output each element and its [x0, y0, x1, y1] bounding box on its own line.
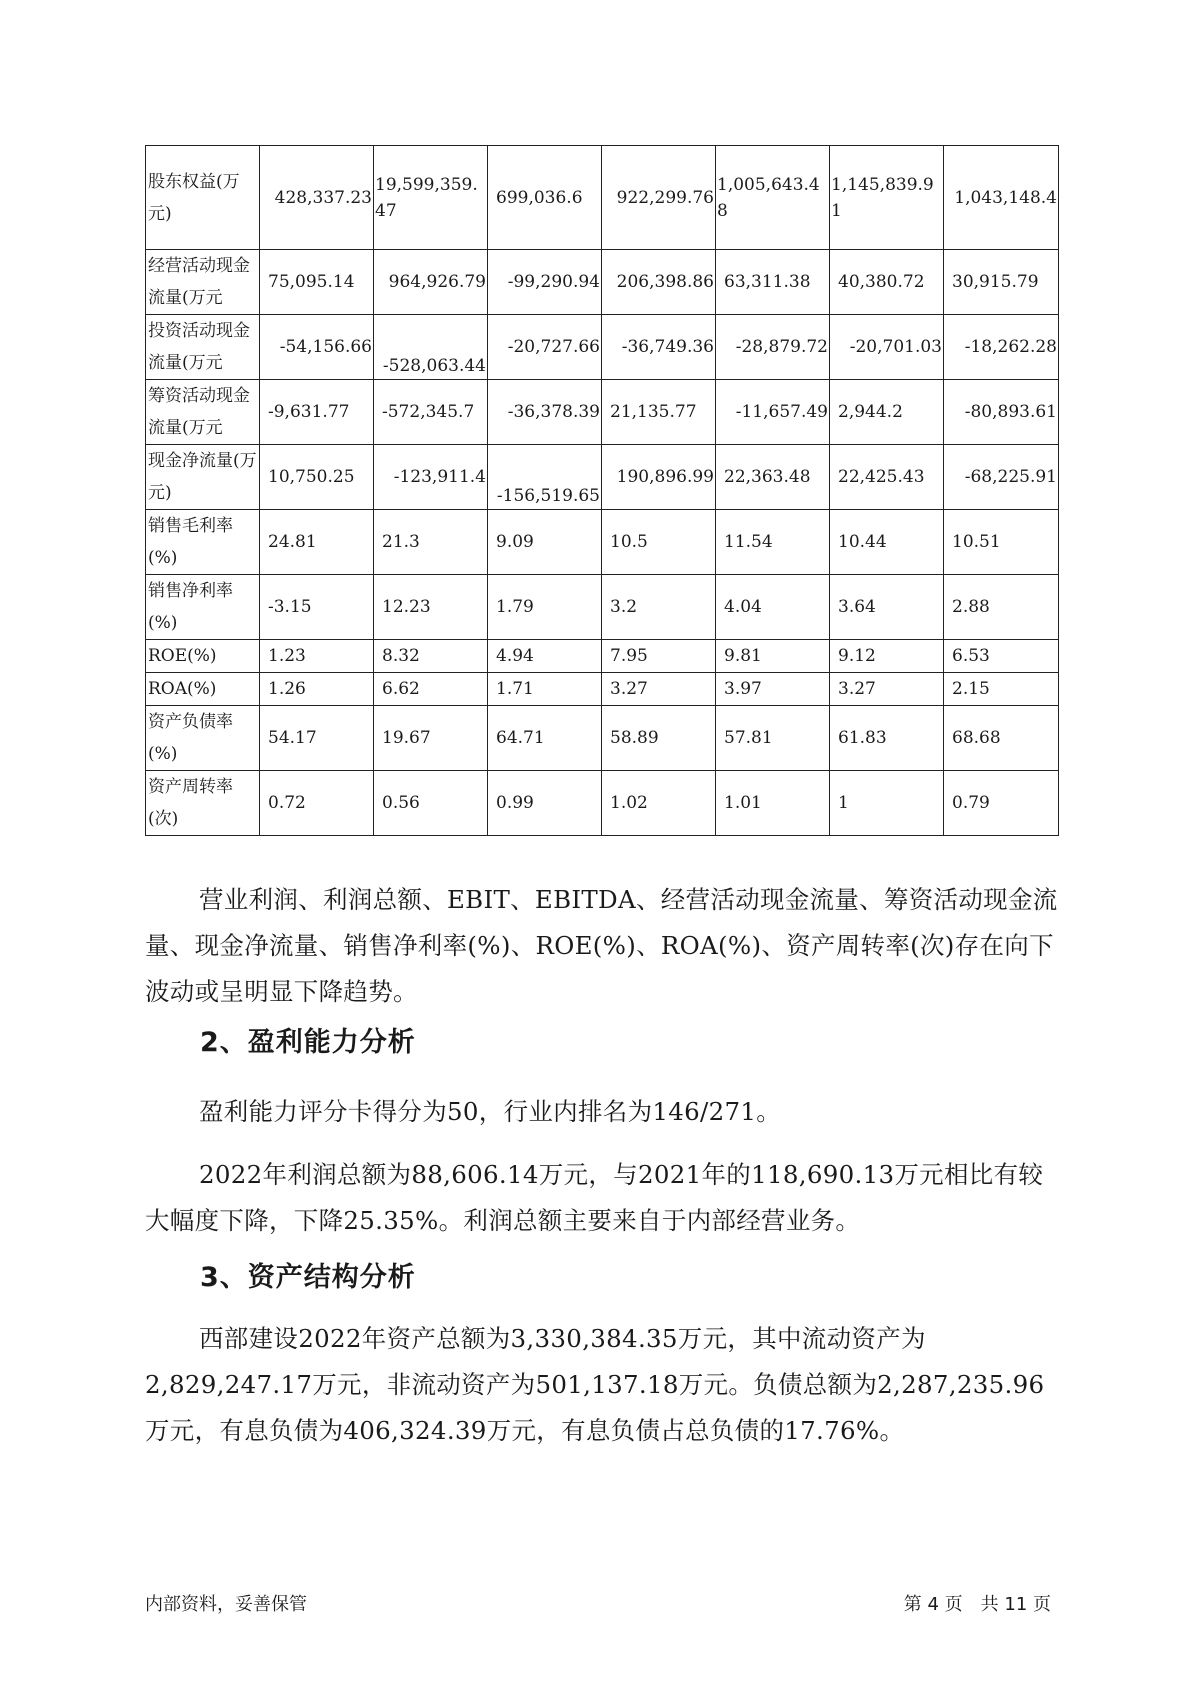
table-cell: 22,363.48: [716, 445, 830, 510]
table-row: [146, 673, 1059, 706]
table-cell: 3.97: [716, 673, 830, 706]
table-cell: 1,145,839.91: [830, 146, 944, 250]
table-cell: 964,926.79: [374, 250, 488, 315]
table-cell: 19.67: [374, 706, 488, 771]
table-cell: 40,380.72: [830, 250, 944, 315]
table-cell: 9.09: [488, 510, 602, 575]
table-row: [146, 445, 1059, 510]
table-cell: 0.79: [944, 771, 1059, 836]
row-label: 筹资活动现金流量(万元: [146, 380, 260, 445]
table-cell: 9.81: [716, 640, 830, 673]
table-cell: 428,337.23: [260, 146, 374, 250]
row-label: 资产负债率(%): [146, 706, 260, 771]
table-cell: 24.81: [260, 510, 374, 575]
table-cell: 19,599,359.47: [374, 146, 488, 250]
table-cell: 6.53: [944, 640, 1059, 673]
asset-structure-text: 西部建设2022年资产总额为3,330,384.35万元，其中流动资产为2,829,247.17万元，非流动资产为501,137.18万元。负债总额为2,287,235.96万元，有息负债为406,324.39万元，有息负债占总负债的17.76%。: [145, 1324, 1045, 1445]
table-cell: 54.17: [260, 706, 374, 771]
table-cell: 1,043,148.4: [944, 146, 1059, 250]
table-cell: -18,262.28: [944, 315, 1059, 380]
table-cell: 1: [830, 771, 944, 836]
table-cell: 64.71: [488, 706, 602, 771]
table-cell: 0.72: [260, 771, 374, 836]
table-cell: -11,657.49: [716, 380, 830, 445]
table-row: [146, 706, 1059, 771]
table-cell: 6.62: [374, 673, 488, 706]
section-heading-asset-structure: 3、资产结构分析: [200, 1262, 416, 1293]
table-cell: -123,911.4: [374, 445, 488, 510]
profit-total-text: 2022年利润总额为88,606.14万元，与2021年的118,690.13万元相比有较大幅度下降，下降25.35%。利润总额主要来自于内部经营业务。: [145, 1160, 1044, 1235]
trend-text: 营业利润、利润总额、EBIT、EBITDA、经营活动现金流量、筹资活动现金流量、现金净流量、销售净利率(%)、ROE(%)、ROA(%)、资产周转率(次)存在向下波动或呈明显下降趋势。: [145, 885, 1058, 1006]
table-cell: 8.32: [374, 640, 488, 673]
table-cell: -80,893.61: [944, 380, 1059, 445]
table-cell: -36,378.39: [488, 380, 602, 445]
table-cell: 63,311.38: [716, 250, 830, 315]
profit-score-text: 盈利能力评分卡得分为50，行业内排名为146/271。: [199, 1097, 782, 1126]
row-label: 股东权益(万元): [146, 146, 260, 250]
table-cell: 10.44: [830, 510, 944, 575]
table-row: [146, 771, 1059, 836]
profit-score-paragraph: [145, 1089, 1060, 1135]
table-cell: 75,095.14: [260, 250, 374, 315]
table-cell: -156,519.65: [488, 445, 602, 510]
table-cell: 0.56: [374, 771, 488, 836]
table-cell: 22,425.43: [830, 445, 944, 510]
table-cell: 68.68: [944, 706, 1059, 771]
table-row: [146, 250, 1059, 315]
footer-page-number: 第 4 页 共 11 页: [903, 1594, 1051, 1615]
table-cell: -9,631.77: [260, 380, 374, 445]
row-label: 现金净流量(万元): [146, 445, 260, 510]
row-label: 销售净利率(%): [146, 575, 260, 640]
table-cell: 1.23: [260, 640, 374, 673]
table-cell: 21.3: [374, 510, 488, 575]
table-cell: -68,225.91: [944, 445, 1059, 510]
financial-table: [145, 145, 1059, 836]
row-label: ROE(%): [146, 640, 260, 673]
table-cell: 2,944.2: [830, 380, 944, 445]
table-row: [146, 575, 1059, 640]
row-label: 投资活动现金流量(万元: [146, 315, 260, 380]
row-label: 经营活动现金流量(万元: [146, 250, 260, 315]
table-cell: 11.54: [716, 510, 830, 575]
table-cell: 10,750.25: [260, 445, 374, 510]
table-cell: 0.99: [488, 771, 602, 836]
table-cell: 190,896.99: [602, 445, 716, 510]
table-cell: 58.89: [602, 706, 716, 771]
section-heading-profitability: 2、盈利能力分析: [200, 1027, 416, 1058]
table-cell: 1.26: [260, 673, 374, 706]
table-cell: 922,299.76: [602, 146, 716, 250]
table-cell: 10.5: [602, 510, 716, 575]
table-cell: 3.64: [830, 575, 944, 640]
table-cell: 3.27: [602, 673, 716, 706]
table-cell: 1.79: [488, 575, 602, 640]
table-cell: 7.95: [602, 640, 716, 673]
table-cell: -36,749.36: [602, 315, 716, 380]
table-cell: 4.04: [716, 575, 830, 640]
table-cell: 4.94: [488, 640, 602, 673]
table-row: [146, 146, 1059, 250]
table-row: [146, 640, 1059, 673]
table-cell: -99,290.94: [488, 250, 602, 315]
profit-total-paragraph: [145, 1152, 1060, 1244]
table-cell: 30,915.79: [944, 250, 1059, 315]
table-cell: 12.23: [374, 575, 488, 640]
asset-structure-paragraph: [145, 1316, 1060, 1454]
table-cell: 61.83: [830, 706, 944, 771]
table-cell: -572,345.7: [374, 380, 488, 445]
table-row: [146, 380, 1059, 445]
table-cell: 1.71: [488, 673, 602, 706]
table-cell: 699,036.6: [488, 146, 602, 250]
row-label: 资产周转率(次): [146, 771, 260, 836]
table-cell: 21,135.77: [602, 380, 716, 445]
table-cell: 1.01: [716, 771, 830, 836]
table-cell: 10.51: [944, 510, 1059, 575]
footer-confidential-note: 内部资料，妥善保管: [145, 1594, 307, 1615]
table-cell: 1.02: [602, 771, 716, 836]
table-cell: -20,727.66: [488, 315, 602, 380]
table-cell: 57.81: [716, 706, 830, 771]
table-row: [146, 510, 1059, 575]
trend-paragraph: [145, 877, 1060, 1015]
table-cell: 2.15: [944, 673, 1059, 706]
table-cell: 3.2: [602, 575, 716, 640]
table-cell: 9.12: [830, 640, 944, 673]
table-cell: -54,156.66: [260, 315, 374, 380]
table-cell: -28,879.72: [716, 315, 830, 380]
row-label: 销售毛利率(%): [146, 510, 260, 575]
table-cell: 1,005,643.48: [716, 146, 830, 250]
table-cell: -528,063.44: [374, 315, 488, 380]
table-cell: 2.88: [944, 575, 1059, 640]
table-cell: 3.27: [830, 673, 944, 706]
row-label: ROA(%): [146, 673, 260, 706]
table-cell: -3.15: [260, 575, 374, 640]
table-cell: -20,701.03: [830, 315, 944, 380]
table-cell: 206,398.86: [602, 250, 716, 315]
table-row: [146, 315, 1059, 380]
